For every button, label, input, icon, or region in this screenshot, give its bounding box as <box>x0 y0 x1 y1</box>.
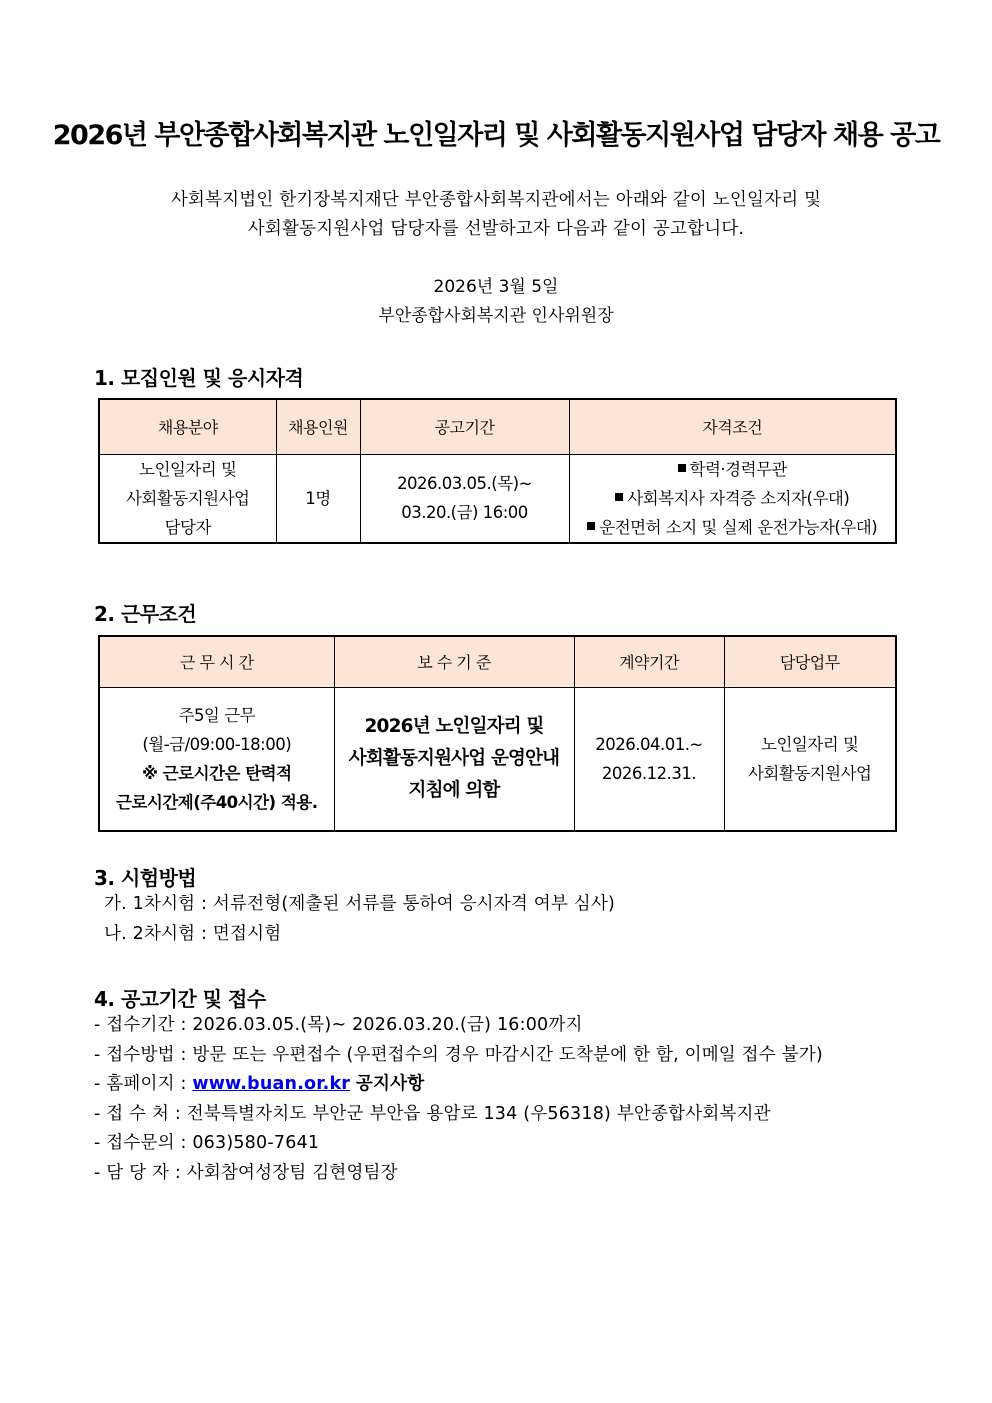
field-line: 사회활동지원사업 <box>125 488 250 508</box>
homepage-link[interactable]: www.buan.or.kr <box>192 1074 351 1094</box>
square-bullet-icon <box>678 464 686 472</box>
duty-line: 노인일자리 및 <box>761 734 859 754</box>
header-contract: 계약기간 <box>574 636 724 687</box>
period-line: 2026.03.05.(목)~ <box>397 474 532 493</box>
recruitment-table <box>98 398 897 544</box>
qualification-item <box>570 513 896 542</box>
cell-duty <box>724 687 896 831</box>
section1-title: 1. 모집인원 및 응시자격 <box>94 366 304 390</box>
header-pay: 보 수 기 준 <box>334 636 574 687</box>
application-list <box>94 1011 823 1188</box>
pay-line: 지침에 의함 <box>408 779 500 801</box>
notice-date: 2026년 3월 5일 <box>433 277 559 297</box>
pay-line: 2026년 노인일자리 및 <box>364 715 544 737</box>
cell-field <box>99 454 276 543</box>
qualification-text: 운전면허 소지 및 실제 운전가능자(우대) <box>599 517 878 537</box>
duty-line: 사회활동지원사업 <box>747 763 872 783</box>
field-line: 노인일자리 및 <box>139 459 237 479</box>
header-period: 공고기간 <box>360 399 569 454</box>
exam-item-1: 가. 1차시험 : 서류전형(제출된 서류를 통하여 응시자격 여부 심사) <box>104 894 615 914</box>
header-qualifications: 자격조건 <box>569 399 896 454</box>
date-block <box>0 273 992 331</box>
application-contact: - 접수문의 : 063)580-7641 <box>94 1133 320 1153</box>
section2-title: 2. 근무조건 <box>94 602 197 626</box>
application-period: - 접수기간 : 2026.03.05.(목)~ 2026.03.20.(금) 16:00까지 <box>94 1015 583 1035</box>
page-title: 2026년 부안종합사회복지관 노인일자리 및 사회활동지원사업 담당자 채용 공고 <box>52 120 940 151</box>
cell-hours <box>99 687 334 831</box>
hours-line: 주5일 근무 <box>178 705 255 725</box>
application-address: - 접 수 처 : 전북특별자치도 부안군 부안읍 용암로 134 (우56318) 부안종합사회복지관 <box>94 1103 771 1124</box>
square-bullet-icon <box>615 493 623 501</box>
qualification-item <box>570 455 896 484</box>
header-hours: 근 무 시 간 <box>99 636 334 687</box>
qualification-item <box>570 484 896 513</box>
pay-line: 사회활동지원사업 운영안내 <box>348 747 560 769</box>
cell-period <box>360 454 569 543</box>
exam-item-2: 나. 2차시험 : 면접시험 <box>104 923 282 944</box>
qualification-text: 사회복지사 자격증 소지자(우대) <box>627 488 850 508</box>
period-line: 03.20.(금) 16:00 <box>401 503 528 522</box>
square-bullet-icon <box>587 522 595 530</box>
intro-line-1: 사회복지법인 한기장복지재단 부안종합사회복지관에서는 아래와 같이 노인일자리 및 <box>170 190 822 210</box>
section4-title: 4. 공고기간 및 접수 <box>94 987 266 1011</box>
homepage-row <box>94 1070 823 1100</box>
application-method: - 접수방법 : 방문 또는 우편접수 (우편접수의 경우 마감시간 도착분에 한 함, 이메일 접수 불가) <box>94 1044 823 1065</box>
homepage-label: - 홈페이지 : <box>94 1074 193 1094</box>
header-count: 채용인원 <box>276 399 360 454</box>
hours-note-line: 근로시간제(주40시간) 적용. <box>116 792 318 812</box>
hours-note-line: ※ 근로시간은 탄력적 <box>141 763 292 783</box>
notice-issuer: 부안종합사회복지관 인사위원장 <box>378 306 614 326</box>
cell-count: 1명 <box>276 454 360 543</box>
contract-line: 2026.12.31. <box>601 763 697 783</box>
cell-qualifications <box>569 454 896 543</box>
cell-pay <box>334 687 574 831</box>
hours-line: (월-금/09:00-18:00) <box>142 734 292 754</box>
header-field: 채용분야 <box>99 399 276 454</box>
exam-method-list <box>104 890 615 949</box>
work-conditions-table <box>98 635 897 832</box>
header-duty: 담당업무 <box>724 636 896 687</box>
homepage-suffix: 공지사항 <box>355 1074 425 1094</box>
cell-contract <box>574 687 724 831</box>
intro-text <box>0 186 992 244</box>
section3-title: 3. 시험방법 <box>94 866 197 890</box>
intro-line-2: 사회활동지원사업 담당자를 선발하고자 다음과 같이 공고합니다. <box>247 219 745 239</box>
qualification-text: 학력·경력무관 <box>689 459 787 479</box>
application-manager: - 담 당 자 : 사회참여성장팀 김현영팀장 <box>94 1162 398 1183</box>
contract-line: 2026.04.01.~ <box>595 734 703 754</box>
field-line: 담당자 <box>164 517 211 537</box>
